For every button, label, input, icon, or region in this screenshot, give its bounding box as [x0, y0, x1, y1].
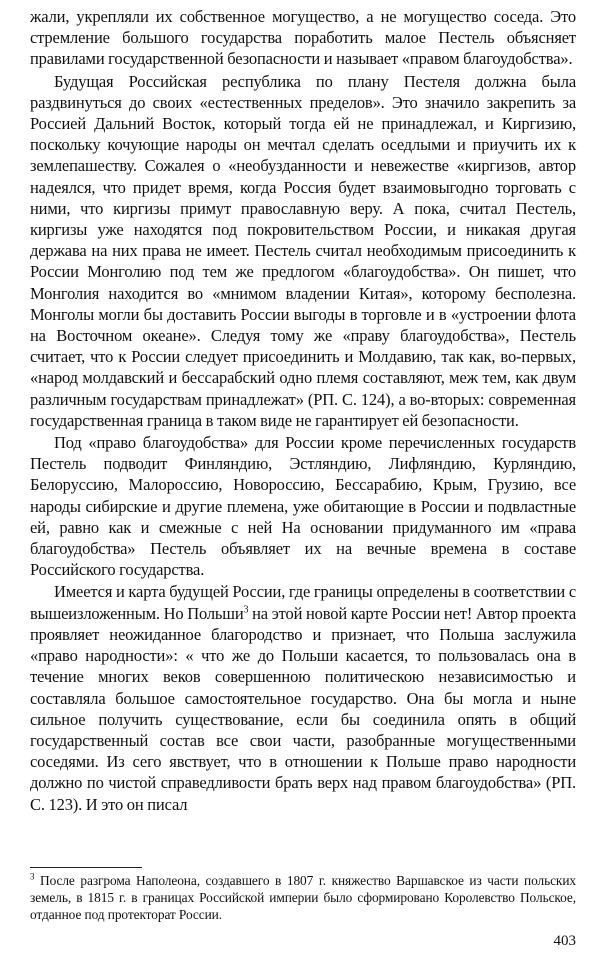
footnote: [30, 872, 576, 923]
footnote-divider: [30, 867, 142, 868]
paragraph-2: Будущая Российская республика по плану Пестеля должна была раздвинуться до своих «естественных пределов». Это значило закрепить за Россией Дальний Восток, который тогда ей не принадлежал, и Киргизию, поскольку кочующие народы он мечтал сделать оседлыми и приучить их к землепашеству. Сожалея о «необузданности и невежестве «киргизов, автор надеялся, что придет время, когда Россия будет взаимовыгодно торговать с ними, что киргизы примут православную веру. А пока, считал Пестель, киргизы уже находятся под покровительством России, и никакая другая держава на них права не имеет. Пестель считал необходимым присоединить к России Монголию под тем же предлогом «благоудобства». Он пишет, что Монголия находится во «мнимом владении Китая», которому бесполезна. Монголы могли бы доставить России выгоды в торговле и в «устроении флота на Восточном океане». Следуя тому же «праву благоудобства», Пестель считает, что к России следует присоединить и Молдавию, так как, во-первых, «народ молдавский и бессарабский одно племя составляют, меж тем, как двум различным государствам принадлежат» (РП. С. 124), а во-вторых: современная государственная граница в таком виде не гарантирует ей безопасности.: [30, 71, 576, 430]
page-body: [30, 6, 576, 815]
page-number: 403: [553, 933, 576, 949]
paragraph-3: Под «право благоудобства» для России кроме перечисленных государств Пестель подводит Финляндию, Эстляндию, Лифляндию, Курляндию, Белоруссию, Малороссию, Новороссию, Бессарабию, Крым, Грузию, все народы сибирские и другие племена, уже обитающие в России и подвластные ей, равно как и смежные с ней На основании придуманного им «права благоудобства» Пестель объявляет их на вечные времена в составе Российского государства.: [30, 433, 576, 580]
paragraph-4-text-before: Имеется и карта будущей России, где границы определены в соответствии с вышеизложенным. Но Польши: [30, 582, 576, 623]
footnote-mark: 3: [30, 871, 35, 882]
paragraph-1: жали, укрепляли их собственное могущество, а не могущество соседа. Это стремление большого государства поработить малое Пестель объясняет правилами государственной безопасности и называет «правом благоудобства».: [30, 7, 576, 69]
footnote-reference[interactable]: 3: [243, 604, 249, 616]
footnote-text: После разгрома Наполеона, создавшего в 1807 г. княжество Варшавское из части польских земель, в 1815 г. в границах Российской империи было сформировано Королевство Польское, отданное под протекторат России.: [30, 873, 576, 922]
paragraph-4-text-after: на этой новой карте России нет! Автор проекта проявляет неожиданное благородство и признает, что Польша заслужила «право народности»: « что же до Польши касается, то пользовалась она в течение многих веков совершенною политическою независимостью и составляла большое самостоятельное государство. Она бы могла и ныне сильное получить существование, если бы соединила опять в общий государственный состав все свои части, разобранные могущественными соседями. Из сего явствует, что в отношении к Польше право народности должно по чистой справедливости брать верх над правом благоудобства» (РП. С. 123). И это он писал: [30, 603, 576, 814]
paragraph-4: [30, 581, 576, 814]
